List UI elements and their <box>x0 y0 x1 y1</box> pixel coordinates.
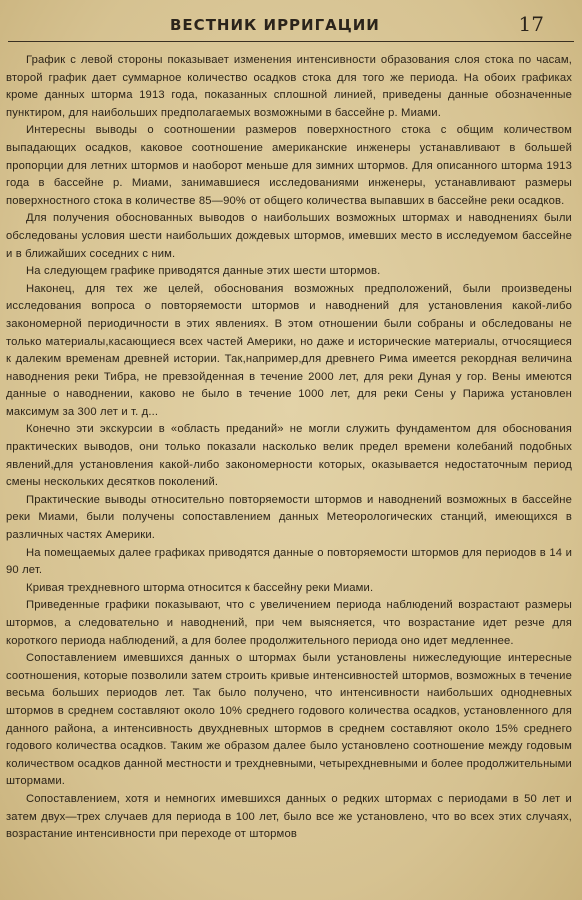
paragraph: Практические выводы относительно повторяемости штормов и наводнений возможных в бассейне реки Миами, были получены сопоставлением данных Метеорологических станций, имеющихся в различных частях Америки. <box>6 493 572 542</box>
paragraph: Кривая трехдневного шторма относится к бассейну реки Миами. <box>26 581 374 594</box>
header-rule <box>8 41 574 42</box>
paragraph: Сопоставлением, хотя и немногих имевшихся данных о редких штормах с периодами в 50 лет и затем двух—трех случаев для периода в 100 лет, было все же установлено, что во всех этих случаях, возрастание интенсивности при переходе от штормов <box>6 792 572 841</box>
paragraph: График с левой стороны показывает изменения интенсивности образования слоя стока по часам, второй график дает суммарное количество осадков стока для того же периода. На обоих графиках кроме данных шторма 1913 года, показанных сплошной линией, приведены данные обозначенные пунктиром, для наибольших предполагаемых возможными в бассейне р. Миами. <box>6 54 572 119</box>
page-number: 17 <box>518 12 544 36</box>
paragraph: Конечно эти экскурсии в «область преданий» не могли служить фундаментом для обоснования практических выводов, они только показали насколько велик предел времени колебаний подобных явлений,для установления какой-либо закономерности которых, оказывается недостаточным период смены нескольких десятков поколений. <box>6 423 572 489</box>
page-header <box>8 14 574 44</box>
paragraph: Приведенные графики показывают, что с увеличением периода наблюдений возрастают размеры штормов, а следовательно и наводнений, при чем выясняется, что возрастание идет резче для короткого периода наблюдений, а для более продолжительного периода оно идет медленнее. <box>6 599 572 647</box>
paragraph: На помещаемых далее графиках приводятся данные о повторяемости штормов для периодов в 14 и 90 лет. <box>6 546 572 577</box>
paragraph: Наконец, для тех же целей, обоснования возможных предположений, были произведены исследования вопроса о повторяемости штормов и наводнений для установления какой-либо закономерной периодичности в этих явлениях. В этом отношении были собраны и обследованы не только материалы,касающиеся всех частей Америки, но даже и исторические материалы, отчосящиеся к далеким временам древней истории. Так,например,для древнего Рима имеется рекордная величина наводнения реки Тибра, не превзойденная в течение 2000 лет, для реки Дуная у гор. Вены имеются данные о наводнении, каково не было в течение 1000 лет, для реки Сены у Парижа установлен максимум за 300 лет и т. д... <box>6 282 572 418</box>
journal-title: ВЕСТНИК ИРРИГАЦИИ <box>170 16 380 34</box>
paragraph: На следующем графике приводятся данные этих шести штормов. <box>26 265 381 278</box>
paragraph: Интересны выводы о соотношении размеров поверхностного стока с общим количеством выпадающих осадков, каковое соотношение американские инженеры устанавливают в большей пропорции для летних штормов и наоборот меньше для зимних штормов. Для описанного шторма 1913 года в бассейне р. Миами, занимавшиеся исследованиями инженеры, устанавливают размеры поверхностного стока в количестве 85—90% от общего количества выпавших в бассейне реки осадков. <box>6 124 572 207</box>
article-body <box>6 52 572 844</box>
paragraph: Сопоставлением имевшихся данных о штормах были установлены нижеследующие интересные соотношения, которые позволили затем строить кривые интенсивностей штормов, возможных в течение весьма больших периодов лет. Так было получено, что интенсивности наибольших однодневных штормов в среднем составляют около 10% среднего годового количества осадков, установленного для данного района, а интенсивность двухдневных штормов в среднем составляют около 15% среднего годового количества осадков. Таким же образом далее было установлено соотношение между годовым количеством осадков данной местности и трехдневными, четырехдневными и более продолжительными штормами. <box>6 652 572 788</box>
paragraph: Для получения обоснованных выводов о наибольших возможных штормах и наводнениях были обследованы условия шести наибольших дождевых штормов, имевших место в исследуемом бассейне и в ближайших соседних с ним. <box>6 212 572 260</box>
